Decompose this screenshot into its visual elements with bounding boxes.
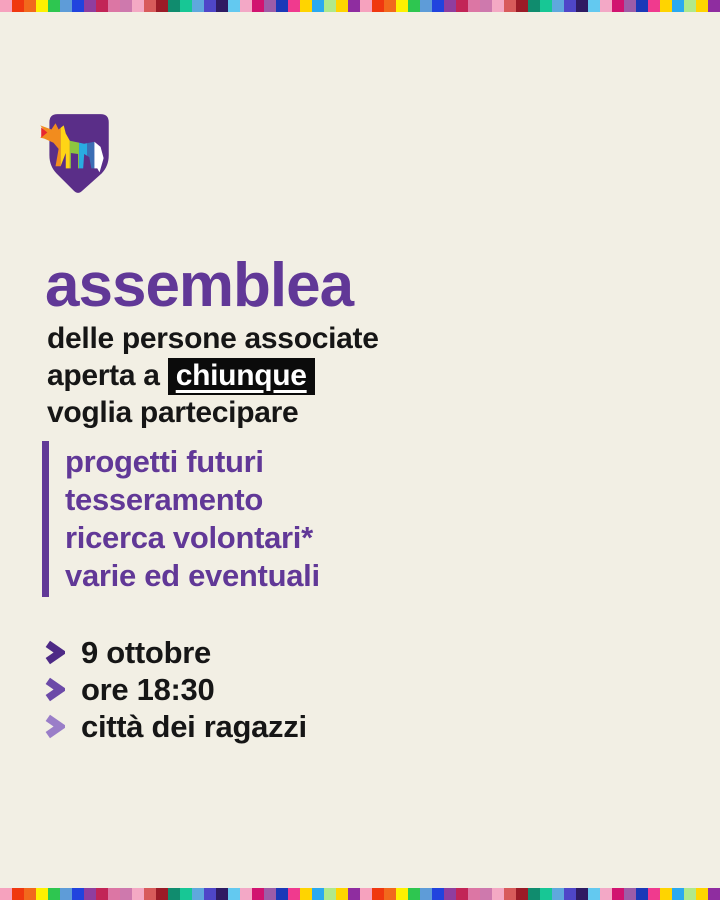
event-details-list [44, 634, 307, 745]
stripe-color-block [684, 0, 696, 12]
stripe-color-block [384, 888, 396, 900]
subtitle-line-2-prefix: aperta a [47, 359, 160, 392]
stripe-color-block [360, 888, 372, 900]
stripe-color-block [252, 888, 264, 900]
stripe-color-block [336, 888, 348, 900]
stripe-color-block [264, 0, 276, 12]
stripe-color-block [216, 0, 228, 12]
stripe-color-block [408, 888, 420, 900]
stripe-color-block [672, 888, 684, 900]
stripe-color-block [456, 0, 468, 12]
stripe-color-block [144, 0, 156, 12]
stripe-color-block [540, 888, 552, 900]
stripe-color-block [156, 888, 168, 900]
stripe-color-block [240, 888, 252, 900]
rainbow-border-bottom [0, 888, 720, 900]
stripe-color-block [696, 0, 708, 12]
stripe-color-block [708, 0, 720, 12]
stripe-color-block [468, 888, 480, 900]
stripe-color-block [228, 888, 240, 900]
agenda-item: ricerca volontari* [65, 520, 313, 555]
stripe-color-block [312, 888, 324, 900]
stripe-color-block [660, 888, 672, 900]
stripe-color-block [684, 888, 696, 900]
stripe-color-block [228, 0, 240, 12]
stripe-color-block [288, 888, 300, 900]
stripe-color-block [420, 888, 432, 900]
stripe-color-block [252, 0, 264, 12]
rainbow-border-top [0, 0, 720, 12]
stripe-color-block [48, 888, 60, 900]
stripe-color-block [348, 0, 360, 12]
stripe-color-block [624, 0, 636, 12]
stripe-color-block [552, 0, 564, 12]
stripe-color-block [48, 0, 60, 12]
event-detail-row [44, 671, 307, 708]
stripe-color-block [300, 0, 312, 12]
stripe-color-block [96, 888, 108, 900]
stripe-color-block [636, 888, 648, 900]
stripe-color-block [588, 888, 600, 900]
stripe-color-block [372, 888, 384, 900]
stripe-color-block [24, 888, 36, 900]
stripe-color-block [276, 888, 288, 900]
page-title: assemblea [45, 251, 354, 320]
stripe-color-block [600, 0, 612, 12]
stripe-color-block [480, 888, 492, 900]
event-detail-label: 9 ottobre [81, 634, 211, 670]
stripe-color-block [204, 0, 216, 12]
stripe-color-block [288, 0, 300, 12]
stripe-color-block [612, 0, 624, 12]
stripe-color-block [132, 888, 144, 900]
stripe-color-block [456, 888, 468, 900]
stripe-color-block [72, 0, 84, 12]
stripe-color-block [384, 0, 396, 12]
stripe-color-block [84, 0, 96, 12]
stripe-color-block [312, 0, 324, 12]
chevron-right-icon [44, 640, 65, 665]
stripe-color-block [492, 888, 504, 900]
stripe-color-block [192, 888, 204, 900]
agenda-item: tesseramento [65, 482, 263, 517]
stripe-color-block [696, 888, 708, 900]
stripe-color-block [0, 0, 12, 12]
stripe-color-block [36, 0, 48, 12]
stripe-color-block [168, 888, 180, 900]
stripe-color-block [432, 888, 444, 900]
stripe-color-block [648, 0, 660, 12]
stripe-color-block [408, 0, 420, 12]
subtitle-line-3: voglia partecipare [47, 396, 299, 429]
subtitle-line-2 [47, 357, 379, 394]
stripe-color-block [636, 0, 648, 12]
stripe-color-block [516, 0, 528, 12]
agenda-list [42, 441, 320, 597]
stripe-color-block [528, 888, 540, 900]
stripe-color-block [108, 888, 120, 900]
stripe-color-block [516, 888, 528, 900]
stripe-color-block [396, 0, 408, 12]
stripe-color-block [180, 888, 192, 900]
stripe-color-block [612, 888, 624, 900]
stripe-color-block [324, 0, 336, 12]
stripe-color-block [648, 888, 660, 900]
stripe-color-block [264, 888, 276, 900]
stripe-color-block [432, 0, 444, 12]
subtitle-block [47, 320, 379, 431]
highlighted-word: chiunque [168, 358, 315, 395]
wolf-shield-logo-svg [37, 110, 115, 198]
stripe-color-block [120, 0, 132, 12]
stripe-color-block [156, 0, 168, 12]
stripe-color-block [180, 0, 192, 12]
stripe-color-block [708, 888, 720, 900]
agenda-item: progetti futuri [65, 444, 264, 479]
stripe-color-block [624, 888, 636, 900]
event-detail-row [44, 708, 307, 745]
stripe-color-block [24, 0, 36, 12]
stripe-color-block [144, 888, 156, 900]
stripe-color-block [216, 888, 228, 900]
event-detail-label: ore 18:30 [81, 671, 215, 707]
stripe-color-block [420, 0, 432, 12]
stripe-color-block [492, 0, 504, 12]
stripe-color-block [468, 0, 480, 12]
event-detail-label: città dei ragazzi [81, 708, 307, 744]
wolf-shield-logo [37, 110, 115, 198]
stripe-color-block [480, 0, 492, 12]
stripe-color-block [552, 888, 564, 900]
stripe-color-block [240, 0, 252, 12]
stripe-color-block [504, 888, 516, 900]
stripe-color-block [192, 0, 204, 12]
stripe-color-block [672, 0, 684, 12]
event-detail-row [44, 634, 307, 671]
stripe-color-block [12, 0, 24, 12]
stripe-color-block [60, 0, 72, 12]
stripe-color-block [504, 0, 516, 12]
stripe-color-block [564, 888, 576, 900]
agenda-item: varie ed eventuali [65, 558, 320, 593]
chevron-right-icon [44, 677, 65, 702]
stripe-color-block [564, 0, 576, 12]
stripe-color-block [528, 0, 540, 12]
stripe-color-block [168, 0, 180, 12]
stripe-color-block [348, 888, 360, 900]
chevron-right-icon [44, 714, 65, 739]
stripe-color-block [444, 888, 456, 900]
stripe-color-block [588, 0, 600, 12]
stripe-color-block [276, 0, 288, 12]
stripe-color-block [336, 0, 348, 12]
stripe-color-block [72, 888, 84, 900]
stripe-color-block [12, 888, 24, 900]
stripe-color-block [132, 0, 144, 12]
stripe-color-block [360, 0, 372, 12]
stripe-color-block [204, 888, 216, 900]
stripe-color-block [600, 888, 612, 900]
stripe-color-block [60, 888, 72, 900]
stripe-color-block [576, 0, 588, 12]
stripe-color-block [540, 0, 552, 12]
stripe-color-block [576, 888, 588, 900]
stripe-color-block [300, 888, 312, 900]
stripe-color-block [36, 888, 48, 900]
stripe-color-block [660, 0, 672, 12]
stripe-color-block [372, 0, 384, 12]
stripe-color-block [120, 888, 132, 900]
stripe-color-block [0, 888, 12, 900]
stripe-color-block [96, 0, 108, 12]
stripe-color-block [84, 888, 96, 900]
stripe-color-block [324, 888, 336, 900]
stripe-color-block [396, 888, 408, 900]
stripe-color-block [108, 0, 120, 12]
subtitle-line-1: delle persone associate [47, 322, 379, 355]
stripe-color-block [444, 0, 456, 12]
